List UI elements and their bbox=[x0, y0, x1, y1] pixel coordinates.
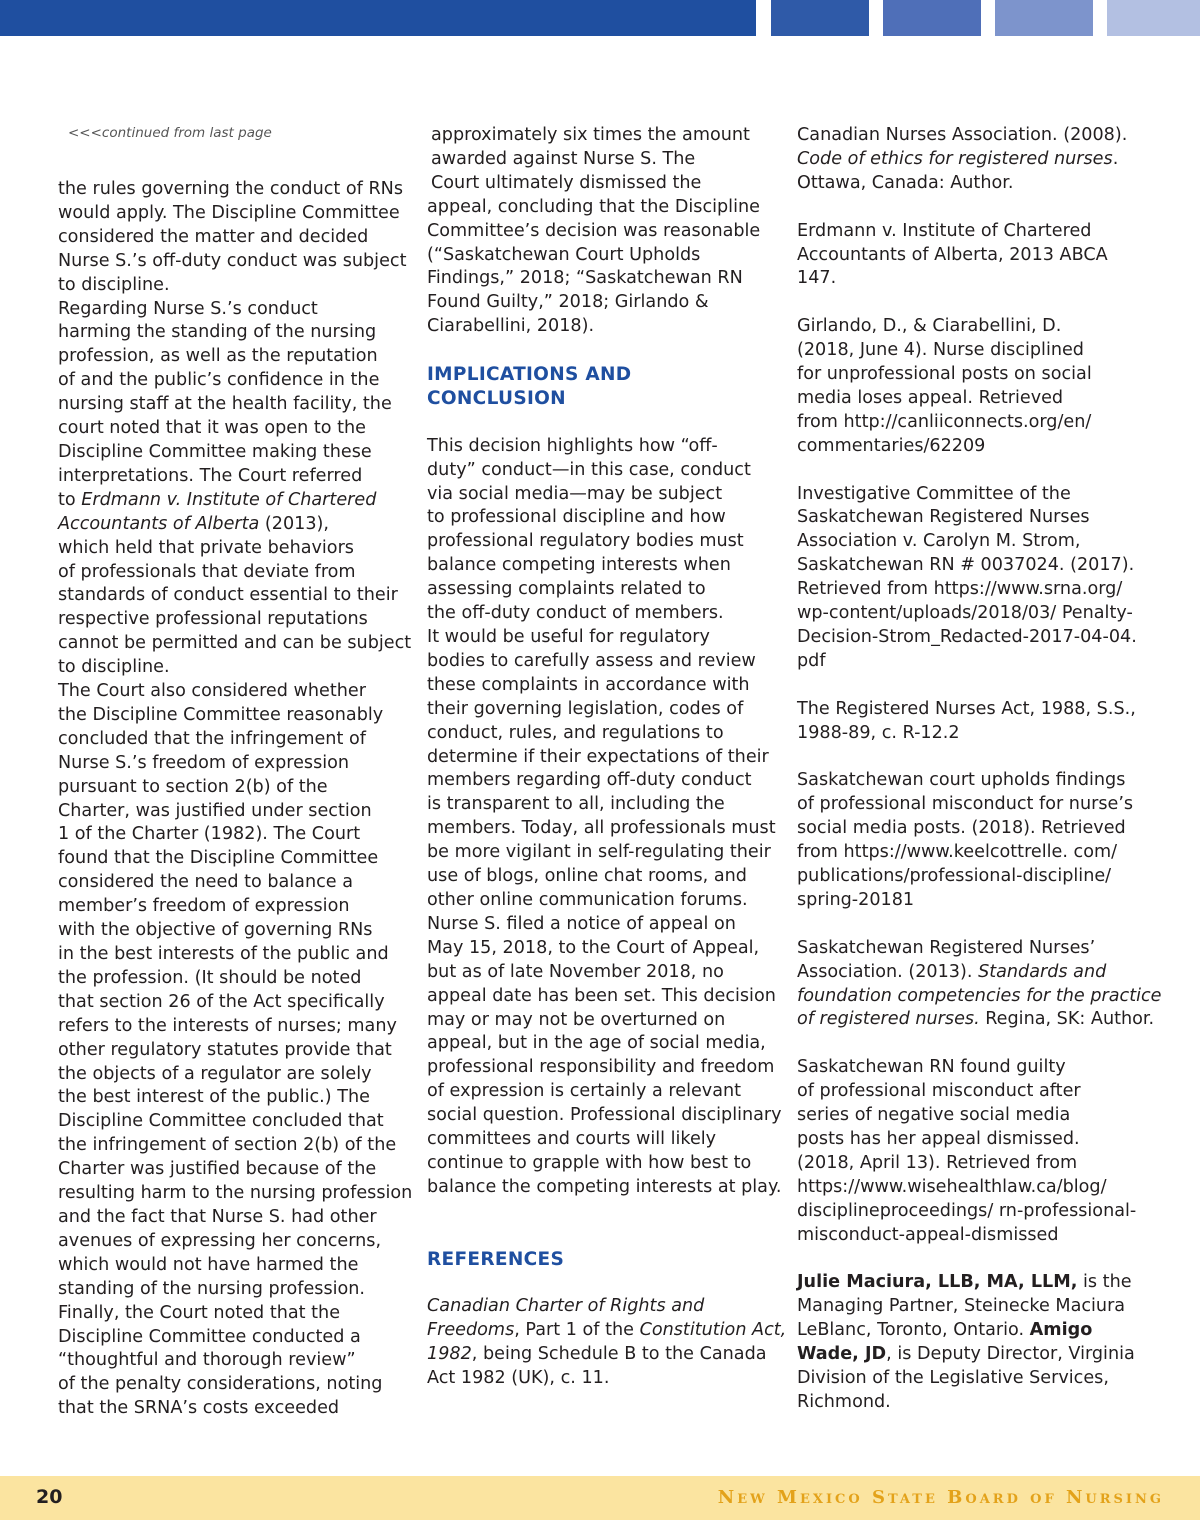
text-line: awarded against Nurse S. The bbox=[431, 148, 696, 169]
reference-line: Saskatchewan RN # 0037024. (2017). bbox=[797, 555, 1135, 576]
text-line: It would be useful for regulatory bbox=[427, 627, 710, 647]
text-line: nursing staff at the health facility, the bbox=[58, 394, 392, 415]
text-line: Committee’s decision was reasonable bbox=[427, 220, 761, 241]
text-line: conduct, rules, and regulations to bbox=[427, 722, 724, 743]
reference-line: Decision-Strom_Redacted-2017-04-04. bbox=[797, 626, 1137, 647]
text-line: Nurse S.’s freedom of expression bbox=[58, 752, 350, 773]
text-line: interpretations. The Court referred bbox=[58, 465, 363, 486]
text-line: Regarding Nurse S.’s conduct bbox=[58, 298, 318, 319]
text-run: , is Deputy Director, Virginia bbox=[886, 1344, 1135, 1365]
reference-line: for unprofessional posts on social bbox=[797, 364, 1092, 385]
text-line: balance the competing interests at play. bbox=[427, 1176, 782, 1197]
spacer bbox=[797, 746, 1147, 770]
text-line: that the SRNA’s costs exceeded bbox=[58, 1398, 340, 1419]
reference-line: Accountants of Alberta, 2013 ABCA bbox=[797, 244, 1108, 265]
text-line: harming the standing of the nursing bbox=[58, 322, 377, 343]
reference-line: media loses appeal. Retrieved bbox=[797, 387, 1064, 408]
text-line: the objects of a regulator are solely bbox=[58, 1063, 372, 1084]
text-line: assessing complaints related to bbox=[427, 579, 706, 600]
header-bar-segment bbox=[883, 0, 981, 36]
text-line: of professionals that deviate from bbox=[58, 561, 356, 582]
column-3 bbox=[797, 124, 1162, 1415]
reference-line bbox=[797, 961, 1147, 985]
header-bar-segment bbox=[1107, 0, 1200, 36]
reference-line: Retrieved from https://www.srna.org/ bbox=[797, 579, 1123, 600]
text-line: Found Guilty,” 2018; Girlando & bbox=[427, 292, 709, 313]
spacer bbox=[797, 913, 1147, 937]
header-bar-segment bbox=[771, 0, 869, 36]
text-line: but as of late November 2018, no bbox=[427, 961, 724, 982]
reference-line: disciplineproceedings/ rn-professional- bbox=[797, 1200, 1137, 1221]
text-line: Charter was justified because of the bbox=[58, 1159, 377, 1180]
text-line: “thoughtful and thorough review” bbox=[58, 1350, 356, 1371]
reference-line bbox=[797, 985, 1162, 1009]
text-line: concluded that the infringement of bbox=[58, 728, 366, 749]
text-line: appeal date has been set. This decision bbox=[427, 985, 776, 1006]
reference-line bbox=[797, 148, 1147, 172]
reference-line: Erdmann v. Institute of Chartered bbox=[797, 220, 1092, 241]
spacer bbox=[797, 1032, 1147, 1056]
reference-line: 1988-89, c. R-12.2 bbox=[797, 722, 960, 743]
author-bio-line: Managing Partner, Steinecke Maciura bbox=[797, 1296, 1126, 1317]
text-line: to discipline. bbox=[58, 657, 170, 678]
text-line: other regulatory statutes provide that bbox=[58, 1039, 392, 1060]
reference-line: wp-content/uploads/2018/03/ Penalty- bbox=[797, 603, 1133, 624]
text-run: . bbox=[1112, 148, 1119, 169]
reference-line: Girlando, D., & Ciarabellini, D. bbox=[797, 316, 1062, 337]
text-line: the off-duty conduct of members. bbox=[427, 603, 724, 624]
text-line: appeal, concluding that the Discipline bbox=[427, 196, 760, 217]
spacer bbox=[797, 459, 1147, 483]
text-line: via social media—may be subject bbox=[427, 483, 723, 504]
section-heading: IMPLICATIONS AND bbox=[427, 364, 632, 386]
reference-line bbox=[427, 1343, 779, 1367]
text-line: bodies to carefully assess and review bbox=[427, 650, 756, 671]
header-bar-segment bbox=[0, 0, 756, 36]
reference-line: 147. bbox=[797, 268, 837, 289]
text-line: may or may not be overturned on bbox=[427, 1009, 726, 1030]
text-run: 1982 bbox=[427, 1344, 472, 1365]
reference-line: from https://www.keelcottrelle. com/ bbox=[797, 842, 1118, 863]
text-line: The Court also considered whether bbox=[58, 681, 366, 702]
case-name: Erdmann v. Institute of Chartered bbox=[81, 489, 377, 510]
text-line: the Discipline Committee reasonably bbox=[58, 704, 384, 725]
reference-line: social media posts. (2018). Retrieved bbox=[797, 818, 1126, 839]
text-line: considered the need to balance a bbox=[58, 872, 353, 893]
text-run: LeBlanc, Toronto, Ontario. bbox=[797, 1320, 1030, 1341]
text-line: and the fact that Nurse S. had other bbox=[58, 1206, 377, 1227]
spacer bbox=[427, 411, 779, 435]
text-run: , Part 1 of the bbox=[514, 1320, 640, 1341]
text-run: Code of ethics for registered nurses bbox=[797, 148, 1113, 169]
text-line: the infringement of section 2(b) of the bbox=[58, 1135, 397, 1156]
text-run: Constitution Act, bbox=[639, 1320, 787, 1341]
text-run: Freedoms bbox=[427, 1320, 515, 1341]
text-line: Findings,” 2018; “Saskatchewan RN bbox=[427, 268, 743, 289]
spacer bbox=[427, 1200, 779, 1248]
text-line: appeal, but in the age of social media, bbox=[427, 1033, 766, 1054]
reference-line: misconduct-appeal-dismissed bbox=[797, 1224, 1059, 1245]
reference-line bbox=[797, 1008, 1155, 1032]
reference-line: from http://canliiconnects.org/en/ bbox=[797, 411, 1092, 432]
spacer bbox=[427, 339, 779, 363]
column-2 bbox=[427, 124, 787, 1391]
reference-line bbox=[427, 1295, 779, 1319]
page-number: 20 bbox=[36, 1486, 63, 1508]
spacer bbox=[797, 674, 1147, 698]
text-line: member’s freedom of expression bbox=[58, 896, 350, 917]
author-bio-line: Richmond. bbox=[797, 1391, 891, 1412]
reference-line: Canadian Nurses Association. (2008). bbox=[797, 125, 1128, 145]
author-bio-line: Division of the Legislative Services, bbox=[797, 1368, 1109, 1388]
author-name: Amigo bbox=[1029, 1320, 1093, 1341]
reference-line: series of negative social media bbox=[797, 1105, 1071, 1126]
spacer bbox=[797, 196, 1147, 220]
text-line: is transparent to all, including the bbox=[427, 794, 725, 815]
text-line: which held that private behaviors bbox=[58, 537, 354, 558]
text-line: Charter, was justified under section bbox=[58, 800, 372, 821]
text-run: , being Schedule B to the Canada bbox=[471, 1344, 767, 1365]
text-line: (“Saskatchewan Court Upholds bbox=[427, 244, 701, 265]
text-line: social question. Professional disciplinary bbox=[427, 1105, 782, 1126]
text-line: May 15, 2018, to the Court of Appeal, bbox=[427, 937, 760, 958]
page-footer bbox=[0, 1476, 1200, 1520]
reference-line: Investigative Committee of the bbox=[797, 483, 1071, 504]
text-line: the rules governing the conduct of RNs bbox=[58, 179, 404, 199]
text-line: which would not have harmed the bbox=[58, 1254, 359, 1275]
section-heading: REFERENCES bbox=[427, 1248, 565, 1270]
column-1 bbox=[58, 124, 413, 1421]
text-line: continue to grapple with how best to bbox=[427, 1152, 752, 1173]
reference-line: Saskatchewan court upholds findings bbox=[797, 770, 1126, 791]
reference-line: Saskatchewan Registered Nurses’ bbox=[797, 937, 1096, 958]
text-run: Canadian Charter of Rights and bbox=[427, 1296, 705, 1317]
text-run: Association. (2013). bbox=[797, 961, 979, 982]
text-line: with the objective of governing RNs bbox=[58, 920, 373, 941]
reference-line: (2018, June 4). Nurse disciplined bbox=[797, 340, 1084, 361]
text-line: be more vigilant in self-regulating their bbox=[427, 842, 771, 863]
text-line: Court ultimately dismissed the bbox=[431, 172, 702, 193]
spacer bbox=[427, 1271, 779, 1295]
text-line: would apply. The Discipline Committee bbox=[58, 202, 400, 223]
reference-line: (2018, April 13). Retrieved from bbox=[797, 1152, 1078, 1173]
header-bar-segment bbox=[995, 0, 1093, 36]
text-run: Standards and bbox=[978, 961, 1107, 982]
text-run: (2013), bbox=[259, 513, 330, 534]
text-run: Regina, SK: Author. bbox=[979, 1009, 1155, 1030]
text-line: members regarding off-duty conduct bbox=[427, 770, 752, 791]
text-line: to professional discipline and how bbox=[427, 507, 726, 528]
text-line: This decision highlights how “off- bbox=[427, 435, 718, 456]
text-run: to bbox=[58, 489, 82, 510]
text-line: resulting harm to the nursing profession bbox=[58, 1183, 413, 1204]
text-line: pursuant to section 2(b) of the bbox=[58, 776, 328, 797]
text-line: found that the Discipline Committee bbox=[58, 848, 379, 869]
reference-line: Act 1982 (UK), c. 11. bbox=[427, 1368, 610, 1389]
text-run: is the bbox=[1077, 1272, 1132, 1293]
text-line: of and the public’s confidence in the bbox=[58, 370, 380, 391]
author-name: Wade, JD bbox=[797, 1344, 887, 1365]
text-line: other online communication forums. bbox=[427, 889, 748, 910]
text-line: professional responsibility and freedom bbox=[427, 1057, 775, 1078]
spacer bbox=[797, 291, 1147, 315]
text-line: that section 26 of the Act specifically bbox=[58, 991, 385, 1012]
reference-line: of professional misconduct after bbox=[797, 1081, 1081, 1102]
reference-line: commentaries/62209 bbox=[797, 435, 986, 456]
text-line: court noted that it was open to the bbox=[58, 418, 366, 439]
text-line bbox=[58, 489, 410, 513]
reference-line: of professional misconduct for nurse’s bbox=[797, 794, 1134, 815]
reference-line: posts has her appeal dismissed. bbox=[797, 1128, 1080, 1149]
publication-name: New Mexico State Board of Nursing bbox=[717, 1487, 1164, 1508]
text-line: the best interest of the public.) The bbox=[58, 1087, 370, 1108]
text-line: Discipline Committee conducted a bbox=[58, 1326, 361, 1347]
text-line: the profession. (It should be noted bbox=[58, 967, 362, 988]
reference-line: https://www.wisehealthlaw.ca/blog/ bbox=[797, 1176, 1107, 1197]
text-run: foundation competencies for the practice bbox=[797, 985, 1162, 1006]
text-line: profession, as well as the reputation bbox=[58, 346, 378, 367]
text-line: their governing legislation, codes of bbox=[427, 698, 744, 719]
text-line: respective professional reputations bbox=[58, 609, 368, 630]
text-line: cannot be permitted and can be subject bbox=[58, 633, 412, 654]
text-line: in the best interests of the public and bbox=[58, 944, 389, 964]
text-line: professional regulatory bodies must bbox=[427, 531, 744, 552]
text-line: duty” conduct—in this case, conduct bbox=[427, 459, 751, 480]
reference-line: The Registered Nurses Act, 1988, S.S., bbox=[797, 698, 1136, 719]
text-line: determine if their expectations of their bbox=[427, 746, 769, 767]
text-line: Ciarabellini, 2018). bbox=[427, 316, 595, 337]
text-line: balance competing interests when bbox=[427, 555, 731, 576]
author-bio-line bbox=[797, 1271, 1147, 1295]
text-line: Discipline Committee concluded that bbox=[58, 1111, 384, 1132]
reference-line: Saskatchewan Registered Nurses bbox=[797, 507, 1090, 528]
text-line: avenues of expressing her concerns, bbox=[58, 1230, 382, 1251]
text-line: committees and courts will likely bbox=[427, 1129, 717, 1150]
text-line: Nurse S. filed a notice of appeal on bbox=[427, 913, 736, 934]
case-name: Accountants of Alberta bbox=[58, 513, 260, 534]
text-line: to discipline. bbox=[58, 274, 170, 295]
continued-note: <<<continued from last page bbox=[68, 125, 272, 141]
reference-line: spring-20181 bbox=[797, 889, 915, 910]
text-line bbox=[58, 513, 410, 537]
text-line: standing of the nursing profession. bbox=[58, 1278, 366, 1299]
spacer bbox=[797, 1247, 1147, 1271]
author-bio-line bbox=[797, 1319, 1147, 1343]
reference-line: Saskatchewan RN found guilty bbox=[797, 1057, 1066, 1078]
author-name: Julie Maciura, LLB, MA, LLM, bbox=[797, 1272, 1078, 1293]
text-line: refers to the interests of nurses; many bbox=[58, 1015, 397, 1036]
text-line: members. Today, all professionals must bbox=[427, 818, 776, 839]
text-line: these complaints in accordance with bbox=[427, 674, 750, 695]
text-line: 1 of the Charter (1982). The Court bbox=[58, 824, 361, 845]
text-line: standards of conduct essential to their bbox=[58, 585, 398, 606]
reference-line bbox=[427, 1319, 787, 1343]
text-line: Discipline Committee making these bbox=[58, 441, 372, 462]
text-run: of registered nurses. bbox=[797, 1009, 980, 1030]
section-heading: CONCLUSION bbox=[427, 387, 566, 409]
text-line: use of blogs, online chat rooms, and bbox=[427, 866, 747, 887]
reference-line: Ottawa, Canada: Author. bbox=[797, 172, 1014, 193]
text-line: of expression is certainly a relevant bbox=[427, 1081, 742, 1102]
author-bio-line bbox=[797, 1343, 1147, 1367]
text-line: Finally, the Court noted that the bbox=[58, 1302, 341, 1323]
text-line: approximately six times the amount bbox=[431, 125, 750, 145]
reference-line: Association v. Carolyn M. Strom, bbox=[797, 531, 1081, 552]
text-line: Nurse S.’s off-duty conduct was subject bbox=[58, 250, 407, 271]
reference-line: publications/professional-discipline/ bbox=[797, 866, 1112, 887]
text-line: considered the matter and decided bbox=[58, 226, 369, 247]
reference-line: pdf bbox=[797, 650, 826, 671]
text-line: of the penalty considerations, noting bbox=[58, 1374, 383, 1395]
